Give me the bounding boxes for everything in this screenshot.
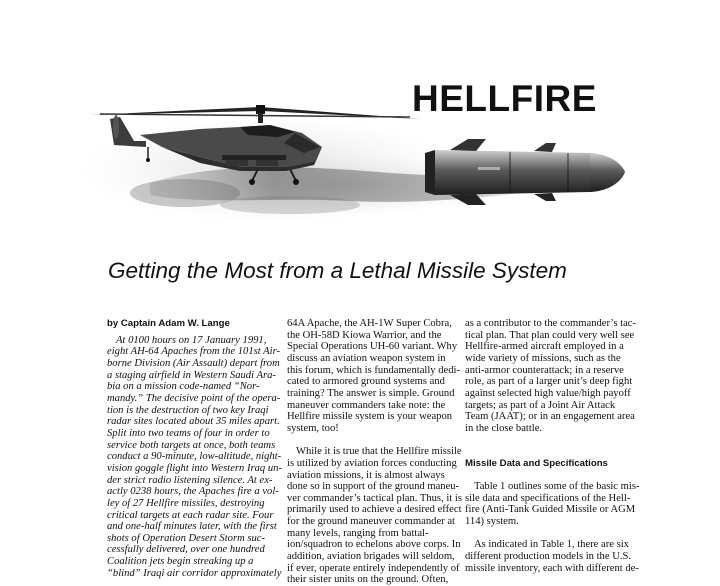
paragraph: While it is true that the Hellfire missile is utilized by aviation forces conducting aviation missions, it is almost always done so in support of the ground maneu- ver commander’s tactical plan. Thus, it is primarily used to achieve a desired effect for the ground maneuver commander at many levels, ranging from battal- ion/squadron to echelons above corps. In addition, aviation brigades will seldom, if ever, operate entirely independently of their sister units on the ground. Often,: [287, 446, 462, 586]
section-heading: Missile Data and Specifications: [465, 457, 608, 469]
paragraph: as a contributor to the commander’s tac- tical plan. That plan could very well see Hellfire-armed aircraft employed in a wide variety of missions, such as the anti-armor counterattack; in a reserve role, as part of a larger unit’s deep fight against selected high value/high payoff targets; as part of a Joint Air Attack Team (JAAT); or in an engagement area in the close battle.: [465, 318, 637, 434]
paragraph: 64A Apache, the AH-1W Super Cobra, the OH-58D Kiowa Warrior, and the Special Operations UH-60 variant. Why discuss an aviation weapon system in this forum, which is fundamentally dedi- cated to armored ground systems and training? The answer is simple. Ground maneuver commanders take note: the Hellfire missile system is your weapon system, too!: [287, 318, 460, 434]
column-1: [107, 318, 282, 579]
byline: by Captain Adam W. Lange: [107, 318, 230, 329]
paragraph: Table 1 outlines some of the basic mis- sile data and specifications of the Hell- fire (Anti-Tank Guided Missile or AGM 114) system.: [465, 481, 640, 528]
paragraph: As indicated in Table 1, there are six different production models in the U.S. missile inventory, each with different de-: [465, 539, 639, 574]
article-title: HELLFIRE: [412, 78, 597, 119]
column-3: [465, 318, 640, 574]
helicopter-missile-illustration: [90, 55, 630, 240]
article-subtitle: Getting the Most from a Lethal Missile System: [108, 258, 567, 283]
intro-paragraph: At 0100 hours on 17 January 1991, eight AH-64 Apaches from the 101st Air- borne Division (Air Assault) depart from a staging airfield in Western Saudi Ara- bia on a mission code-named “Nor- mandy.” The decisive point of the opera- tion is the destruction of two key Iraqi radar sites located about 35 miles apart. Split into two teams of four in order to service both targets at once, both teams conduct a 90-minute, low-altitude, night- vision goggle flight into Western Iraq un- der strict radio listening silence. At ex- actly 0238 hours, the Apaches fire a vol- ley of 27 Hellfire missiles, destroying critical targets at each radar site. Four and one-half minutes later, with the first shots of Operation Desert Storm suc- cessfully delivered, over one hundred Coalition jets begin streaking up a “blind” Iraqi air corridor approximately: [107, 334, 282, 579]
hellfire-missile: [425, 139, 625, 205]
column-2: [287, 318, 462, 586]
